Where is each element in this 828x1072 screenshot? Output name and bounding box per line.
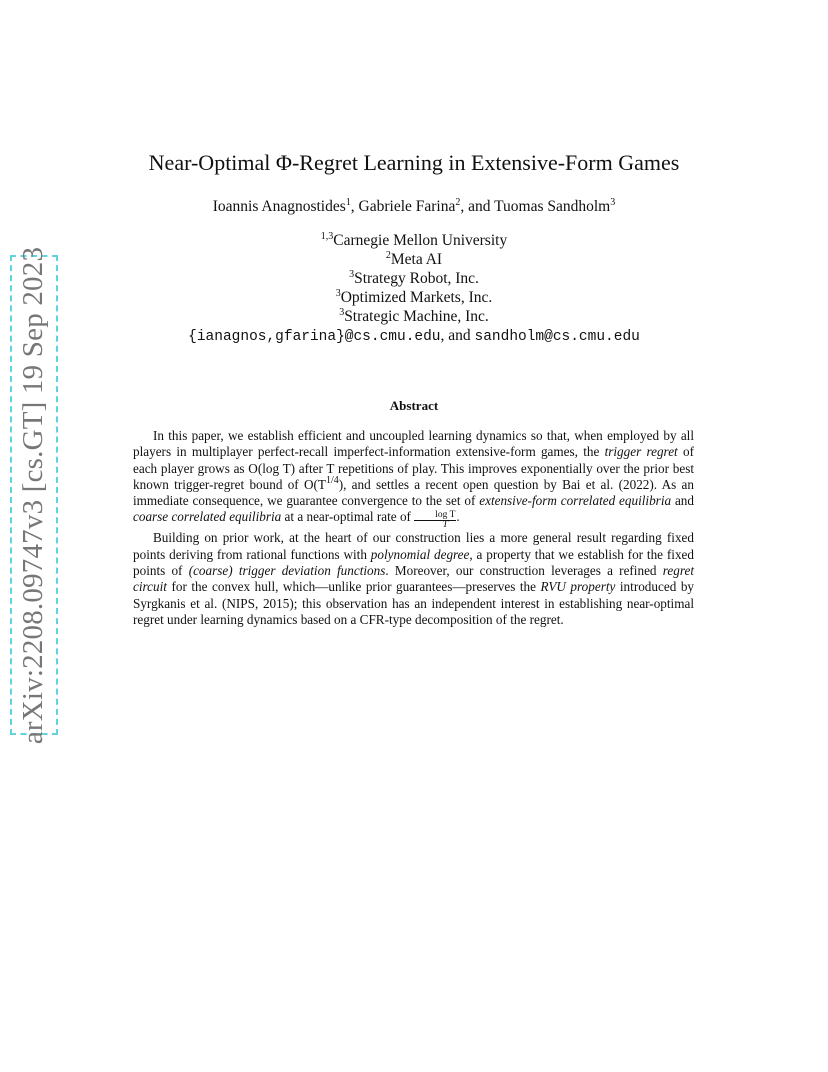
abstract-emphasis: regret circuit bbox=[133, 563, 694, 595]
affiliation-name: Strategic Machine, Inc. bbox=[344, 308, 489, 325]
email-single: sandholm@cs.cmu.edu bbox=[474, 329, 640, 345]
affiliation bbox=[0, 308, 828, 326]
abstract-text: and bbox=[671, 493, 694, 509]
author-affil-sup: 3 bbox=[610, 197, 616, 208]
abstract-paragraph-2 bbox=[133, 530, 694, 628]
affiliation-sup: 3 bbox=[349, 269, 355, 280]
author-affil-sup: 2 bbox=[455, 197, 461, 208]
affiliation bbox=[0, 289, 828, 307]
abstract-heading: Abstract bbox=[389, 398, 439, 413]
abstract-superscript: 1/4 bbox=[325, 474, 339, 486]
affiliation-sup: 3 bbox=[339, 307, 345, 318]
abstract-emphasis: trigger regret bbox=[604, 444, 678, 460]
author-separator: , and bbox=[460, 198, 495, 215]
affiliation bbox=[0, 251, 828, 269]
abstract-text: . bbox=[456, 509, 460, 525]
author-name: Gabriele Farina bbox=[358, 198, 456, 215]
email-separator: , and bbox=[440, 327, 475, 344]
paper-title: Near-Optimal Φ-Regret Learning in Extensive-Form Games bbox=[148, 150, 680, 175]
abstract-emphasis: (coarse) trigger deviation functions bbox=[188, 563, 386, 579]
abstract-text: ), and settles a recent open question by Bai et al. (2022). As an immediate consequence, we guarantee convergence to the set of bbox=[133, 476, 694, 509]
email-group: {ianagnos,gfarina}@cs.cmu.edu bbox=[188, 329, 441, 345]
abstract-text: introduced by Syrgkanis et al. (NIPS, 2015); this observation has an independent interest in establishing near-optimal regret under learning dynamics based on a CFR-type decomposition of the regret. bbox=[133, 579, 695, 627]
abstract-text: for the convex hull, which—unlike prior guarantees—preserves the bbox=[166, 579, 541, 595]
affiliation-sup: 1,3 bbox=[320, 231, 334, 242]
abstract-text: Building on prior work, at the heart of our construction lies a more general result regarding fixed points deriving from rational functions with bbox=[133, 530, 694, 562]
fraction-numerator: log T bbox=[414, 511, 456, 521]
abstract-paragraph-1 bbox=[133, 428, 694, 530]
abstract-body bbox=[133, 428, 694, 628]
author-affil-sup: 1 bbox=[345, 197, 351, 208]
fraction-denominator: T bbox=[442, 520, 448, 531]
abstract-text: In this paper, we establish efficient and uncoupled learning dynamics so that, when employed by all players in multiplayer perfect-recall imperfect-information extensive-form games, the bbox=[133, 428, 694, 460]
affiliation-sup: 3 bbox=[335, 288, 341, 299]
affiliation-name: Carnegie Mellon University bbox=[333, 232, 508, 249]
abstract-emphasis: polynomial degree bbox=[370, 546, 470, 562]
author-line: Ioannis Anagnostides$^1$, Gabriele Farina$^2$, and Tuomas Sandholm$^3$ bbox=[212, 197, 616, 215]
abstract-emphasis: coarse correlated equilibria bbox=[133, 509, 282, 525]
abstract-text: . Moreover, our construction leverages a refined bbox=[385, 563, 663, 579]
affiliation-name: Optimized Markets, Inc. bbox=[340, 289, 493, 306]
author-name: Tuomas Sandholm bbox=[494, 198, 611, 215]
abstract-text: at a near-optimal rate of bbox=[281, 509, 415, 525]
affiliation bbox=[0, 270, 828, 288]
abstract-text: , a property that we establish for the fixed points of bbox=[133, 546, 694, 579]
email-line bbox=[0, 327, 828, 345]
arxiv-stamp-text: arXiv:2208.09747v3 [cs.GT] 19 Sep 2023 bbox=[17, 246, 50, 744]
fraction bbox=[414, 511, 456, 530]
abstract-emphasis: extensive-form correlated equilibria bbox=[479, 493, 672, 509]
abstract-emphasis: RVU property bbox=[540, 579, 616, 595]
affiliation-sup: 2 bbox=[385, 250, 391, 261]
affiliation-name: Meta AI bbox=[390, 251, 443, 268]
affiliation bbox=[0, 232, 828, 250]
abstract-text: of each player grows as O(log T) after T repetitions of play. This improves exponentially over the prior best known trigger-regret bound of O(T bbox=[133, 444, 694, 492]
affiliation-name: Strategy Robot, Inc. bbox=[354, 270, 479, 287]
author-name: Ioannis Anagnostides bbox=[212, 198, 346, 215]
